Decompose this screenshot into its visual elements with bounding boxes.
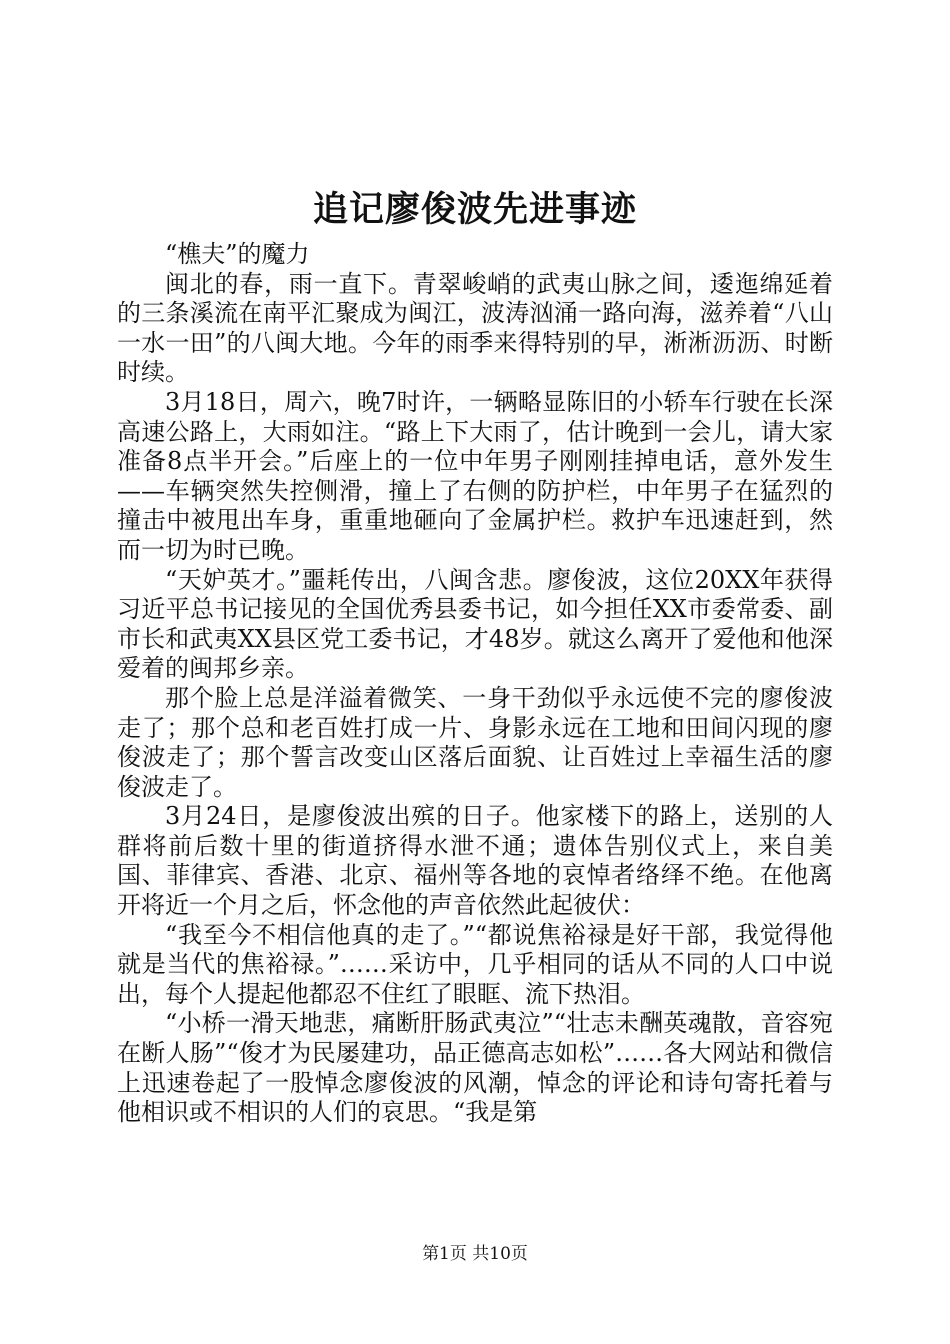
body-paragraph: 闽北的春，雨一直下。青翠峻峭的武夷山脉之间，逶迤绵延着的三条溪流在南平汇聚成为闽江，波涛汹涌一路向海，滋养着“八山一水一田”的八闽大地。今年的雨季来得特别的早，淅淅沥沥、时断时续。	[117, 269, 833, 387]
page-title: 追记廖俊波先进事迹	[312, 189, 637, 230]
body-paragraph: 3月18日，周六，晚7时许，一辆略显陈旧的小轿车行驶在长深高速公路上，大雨如注。“路上下大雨了，估计晚到一会儿，请大家准备8点半开会。”后座上的一位中年男子刚刚挂掉电话，意外发生——车辆突然失控侧滑，撞上了右侧的防护栏，中年男子在猛烈的撞击中被甩出车身，重重地砸向了金属护栏。救护车迅速赶到，然而一切为时已晚。	[117, 387, 833, 564]
subheading-paragraph: “樵夫”的魔力	[165, 240, 310, 268]
body-paragraph: 3月24日，是廖俊波出殡的日子。他家楼下的路上，送别的人群将前后数十里的街道挤得水泄不通；遗体告别仪式上，来自美国、菲律宾、香港、北京、福州等各地的哀悼者络绎不绝。在他离开将近一个月之后，怀念他的声音依然此起彼伏：	[117, 802, 833, 920]
document-body	[117, 240, 833, 1128]
body-paragraph: 那个脸上总是洋溢着微笑、一身干劲似乎永远使不完的廖俊波走了；那个总和老百姓打成一片、身影永远在工地和田间闪现的廖俊波走了；那个誓言改变山区落后面貌、让百姓过上幸福生活的廖俊波走了。	[117, 683, 833, 801]
page-number-footer: 第1页 共10页	[422, 1244, 528, 1264]
body-paragraph: “天妒英才。”噩耗传出，八闽含悲。廖俊波，这位20XX年获得习近平总书记接见的全国优秀县委书记，如今担任XX市委常委、副市长和武夷XX县区党工委书记，才48岁。就这么离开了爱他和他深爱着的闽邦乡亲。	[117, 565, 833, 683]
body-paragraph: “我至今不相信他真的走了。”“都说焦裕禄是好干部，我觉得他就是当代的焦裕禄。”……采访中，几乎相同的话从不同的人口中说出，每个人提起他都忍不住红了眼眶、流下热泪。	[117, 920, 833, 1008]
body-paragraph: “小桥一滑天地悲，痛断肝肠武夷泣”“壮志未酬英魂散，音容宛在断人肠”“俊才为民屡建功，品正德高志如松”……各大网站和微信上迅速卷起了一股悼念廖俊波的风潮，悼念的评论和诗句寄托着与他相识或不相识的人们的哀思。“我是第	[117, 1009, 833, 1127]
